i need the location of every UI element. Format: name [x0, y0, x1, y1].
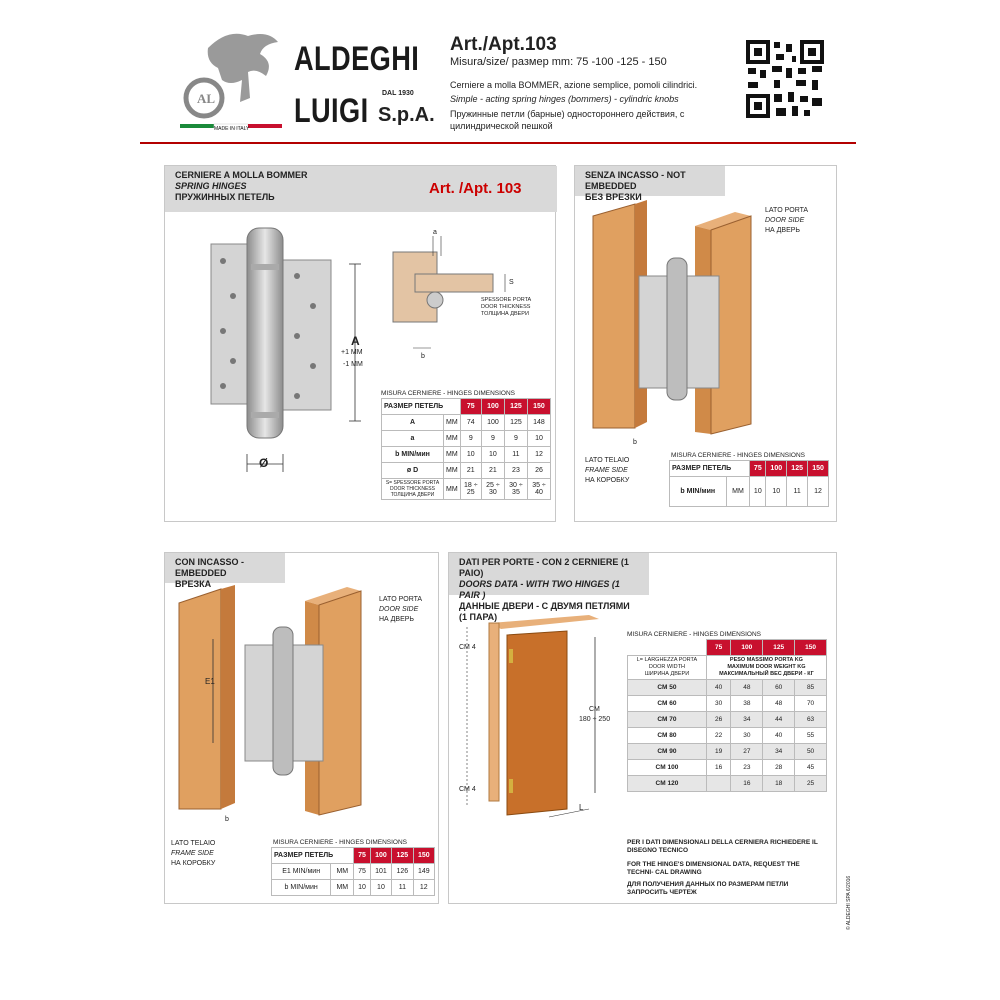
table-row: CM 80 22 30 40 55: [628, 728, 827, 744]
hinge-dimensions-table: [381, 398, 551, 500]
description-en: Simple - acting spring hinges (bommers) - cylindric knobs: [450, 94, 679, 104]
panel-header-en: DOORS DATA - WITH TWO HINGES (1 PAIR ): [459, 579, 620, 600]
cm4-bottom-label: CM 4: [459, 786, 476, 793]
copyright-footer: © ALDEGHI SPA 6/2016: [846, 875, 852, 930]
table-head-it: MISURA CERNIERE - HINGES DIMENSIONS: [273, 839, 407, 846]
dimension-b-label: b: [421, 353, 425, 360]
brand-name-line2: LUIGI: [294, 92, 369, 130]
panel-not-embedded: [574, 165, 837, 522]
door-side-en: DOOR SIDE: [379, 606, 419, 613]
frame-side-ru: НА КОРОБКУ: [171, 860, 216, 867]
size-125: 125: [504, 399, 527, 415]
qr-code-icon: [746, 40, 824, 118]
height-unit-label: CM: [589, 706, 600, 713]
dimension-minus-label: -1 MM: [343, 361, 363, 368]
description-it: Cerniere a molla BOMMER, azione semplice, pomoli cilindrici.: [450, 80, 698, 90]
door-side-ru: НА ДВЕРЬ: [379, 616, 415, 623]
aldeghi-pegasus-logo: [178, 28, 288, 134]
frame-side-it: LATO TELAIO: [585, 457, 630, 464]
frame-side-it: LATO TELAIO: [171, 840, 216, 847]
panel-header-it: DATI PER PORTE - CON 2 CERNIERE (1 PAIO): [459, 557, 629, 578]
panel-red-title: Art. /Apt. 103: [429, 180, 522, 197]
frame-side-ru: НА КОРОБКУ: [585, 477, 630, 484]
table-row: b MIN/мин MM 10 10 11 12: [272, 880, 435, 896]
header-divider: [140, 142, 856, 144]
note-ru: ДЛЯ ПОЛУЧЕНИЯ ДАННЫХ ПО РАЗМЕРАМ ПЕТЛИ ЗАПРОСИТЬ ЧЕРТЕЖ: [627, 881, 789, 896]
door-thickness-ru: ТОЛЩИНА ДВЕРИ: [481, 311, 529, 317]
diameter-label: Ø: [259, 456, 269, 470]
dimension-b-label: b: [633, 439, 637, 446]
size-100: 100: [481, 399, 504, 415]
dimension-S-label: S: [509, 279, 514, 286]
panel-spring-hinges: [164, 165, 556, 522]
door-side-en: DOOR SIDE: [765, 217, 805, 224]
panel-header-it: CERNIERE A MOLLA BOMMER: [175, 170, 308, 180]
frame-side-en: FRAME SIDE: [171, 850, 214, 857]
hinge-dimensions-table: РАЗМЕР ПЕТЕЛЬ 75 100 125 150 E1 MIN/мин MM 75 101 126 149 b MIN/мин MM 10 10 11 12: [271, 847, 435, 896]
table-row: E1 MIN/мин MM 75 101 126 149: [272, 864, 435, 880]
panel-header-ru: ВРЕЗКА: [175, 579, 212, 589]
dimension-plus-label: +1 MM: [341, 349, 363, 356]
table-row: ø D MM 21 21 23 26: [382, 463, 551, 479]
table-head-ru: РАЗМЕР ПЕТЕЛЬ: [382, 399, 461, 415]
door-thickness-it: SPESSORE PORTA: [481, 297, 532, 303]
article-title: Art./Apt.103: [450, 34, 557, 55]
note-it: PER I DATI DIMENSIONALI DELLA CERNIERA RICHIEDERE IL DISEGNO TECNICO: [627, 839, 818, 854]
panel-doors-data: [448, 552, 837, 904]
width-L-label: L: [579, 803, 584, 812]
article-sizes: Misura/size/ размер mm: 75 -100 -125 - 150: [450, 56, 667, 68]
panel-embedded: [164, 552, 439, 904]
panel-header-ru: ДАННЫЕ ДВЕРИ - С ДВУМЯ ПЕТЛЯМИ (1 ПАРА): [459, 601, 630, 622]
door-side-ru: НА ДВЕРЬ: [765, 227, 801, 234]
table-row: a MM 9 9 9 10: [382, 431, 551, 447]
dimension-A-label: A: [351, 334, 360, 348]
table-row: CM 120 16 18 25: [628, 776, 827, 792]
table-row: CM 60 30 38 48 70: [628, 696, 827, 712]
table-row: CM 90 19 27 34 50: [628, 744, 827, 760]
panel-header-en: SPRING HINGES: [175, 181, 247, 191]
table-row: CM 50 40 48 60 85: [628, 680, 827, 696]
table-head-it: MISURA CERNIERE - HINGES DIMENSIONS: [381, 390, 515, 397]
panel-header-it: SENZA INCASSO - NOT EMBEDDED: [585, 170, 686, 191]
description-ru: Пружинные петли (барные) одностороннего действия, с цилиндрической пешкой: [450, 109, 685, 131]
table-row: CM 100 16 23 28 45: [628, 760, 827, 776]
svg-text:AL: AL: [197, 91, 216, 106]
made-in-italy: MADE IN ITALY: [214, 126, 250, 132]
brand-spa: S.p.A.: [378, 104, 435, 126]
dimension-E1-label: E1: [205, 677, 215, 686]
brand-since: DAL 1930: [382, 90, 414, 97]
table-head-it: MISURA CERNIERE - HINGES DIMENSIONS: [671, 452, 805, 459]
table-row: b MIN/мин MM 10 10 11 12: [382, 447, 551, 463]
note-en: FOR THE HINGE'S DIMENSIONAL DATA, REQUEST THE TECHNI- CAL DRAWING: [627, 861, 800, 876]
door-side-it: LATO PORTA: [379, 596, 423, 603]
size-150: 150: [527, 399, 550, 415]
table-row: b MIN/мин MM 10 10 11 12: [670, 477, 829, 507]
table-row: S= SPESSORE PORTA DOOR THICKNESS ТОЛЩИНА ДВЕРИ MM 18 ÷ 25 25 ÷ 30 30 ÷ 35 35 ÷ 40: [382, 479, 551, 500]
panel-header-it: CON INCASSO - EMBEDDED: [175, 557, 245, 578]
frame-side-en: FRAME SIDE: [585, 467, 628, 474]
dimension-b-label: b: [225, 816, 229, 823]
size-75: 75: [460, 399, 481, 415]
panel-header-ru: БЕЗ ВРЕЗКИ: [585, 192, 642, 202]
panel-header-ru: ПРУЖИННЫХ ПЕТЕЛЬ: [175, 192, 275, 202]
door-weight-table: 75 100 125 150 L= LARGHEZZA PORTA DOOR WIDTH ШИРИНА ДВЕРИ PESO MASSIMO PORTA KG MAXIMUM DOOR WEIGHT KG МАКСИМАЛЬНЫЙ ВЕС ДВЕРИ - КГ CM 50 40 48 60 85 CM 60 30 38 48 70 CM 70 26 34 44 63 CM 80 22 30 40 55 CM 90 19 27 34 50 CM 100 16 23 28 45 CM 120 16 18 25: [627, 639, 827, 792]
table-row: A MM 74 100 125 148: [382, 415, 551, 431]
dimension-a-label: a: [433, 229, 437, 236]
cm4-top-label: CM 4: [459, 644, 476, 651]
height-range-label: 180 ÷ 250: [579, 716, 611, 723]
door-side-it: LATO PORTA: [765, 207, 809, 214]
table-row: CM 70 26 34 44 63: [628, 712, 827, 728]
brand-name-line1: ALDEGHI: [294, 40, 420, 78]
hinge-dimensions-table: РАЗМЕР ПЕТЕЛЬ 75 100 125 150 b MIN/мин MM 10 10 11 12: [669, 460, 829, 507]
table-head-it: MISURA CERNIERE - HINGES DIMENSIONS: [627, 631, 761, 638]
door-thickness-en: DOOR THICKNESS: [481, 304, 531, 310]
